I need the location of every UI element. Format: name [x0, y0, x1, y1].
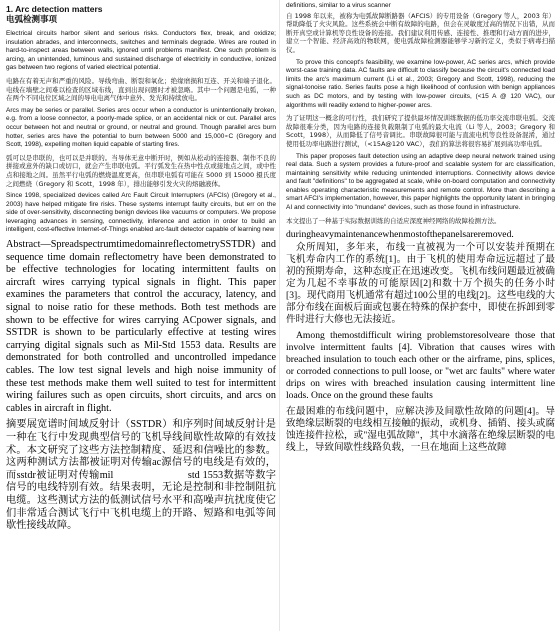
paragraph-2-cn: 弧可以是串联的，也可以是并联的。当导体无意中断开时，例如从松动的连接器、制作不良的拼接或意外的缺口或切口，就会产生串联电弧。平行弧发生在热中性点或接地点之间，或中性点和接地之间。虽然平行电弧的燃烧温度更高，但串联电弧有可能在 5000 到 15000 摄氏度之间燃烧（Gregory 和 Scott，1998 年），排出能够引发火灾的熔融液体。 [6, 153, 276, 188]
paragraph-1-en: Electrical circuits harbor silent and serious risks. Conductors flex, break, and oxidize; insulation abrades, and interconnects, switches and terminals degrade. Wires are routed in hard-to-inspect areas between walls, ignored until problems manifest. One such problem is arcing, an unintended, luminous and sustained discharge of electricity in conductive, ionized gas between two regions of varied electrical potential. [6, 30, 276, 72]
right-column [280, 0, 559, 631]
serif-paragraph-2-en: Among themostdifficult wiring problemstoresolveare those that involve intermittent faults [4]. Vibration that causes wires with breached insulation to touch each other or the airframe, pins, splices, or corroded connections to pull loose, or "wet arc faults" where water drips on wires with breached insulation causing intermittent line loads. Once on the ground these faults [286, 330, 555, 402]
continued-text-cn: 自 1998 年以来，被称为电弧故障断路器（AFCIS）的专用设备（Gregory 等人，2003 年）帮助降低了火灾风险。这些系统会中断有故障的电路，但会在灵敏度过高的情况下出错，从而断开真空或计算机等良性设备的连接。我们建议利用传感、连接性、推理和行动方面的进步，建立一个智能、经济高效的物联网，使电弧故障检测器能够学习新的定义，类似于病毒扫描仪。 [286, 11, 555, 54]
serif-line-en: duringheavymaintenancewhenmostofthepanelsareremoved. [286, 229, 514, 241]
paragraph-1-cn: 电路在有着无声和严重的风险。导线弯曲、断裂和氧化；绝缘磨损和互连、开关和端子退化。电线在墙壁之间难以检查的区域布线，直到出现问题时才被忽略。其中一个问题是电弧，一种在两个不同电位区域之间的导电电离气体中意外、发光和持续放电。 [6, 76, 276, 103]
abstract-cn: 摘要展宽谱时间域反射计（SSTDR）和序列时间域反射计是一种在飞行中发现典型信号的飞机导线间歇性故障的有效技术。本文研究了这些方法控制精度、延迟和信噪比的参数。这两种测试方法都被证明对传输ac源信号的电线是有效的，而sstdr被证明对传输mil std 1553数据等数字信号的电线特别有效。结果表明，无论是控制和非控制阻抗电缆。这些测试方法的低测试信号水平和高噪声抗扰度使它们非常适合测试飞行中飞机电缆上的开路、短路和电弧等间歇性接线故障。 [6, 419, 276, 532]
abstract-en: Abstract—SpreadspectrumtimedomainreflectometrySSTDR) and sequence time domain reflectometry have been demonstrated to be effective technologies for locating intermittent faults on aircraft wires carrying typical signals in flight. This paper examines the parameters that control the accuracy, latency, and signal to noise ratio for these methods. Both test methods are shown to be effective for wires carrying ACpower signals, and SSTDR is shown to be particularly effective at testing wires carrying digital signals such as Mil-Std 1553 data. Results are demonstrated for both controlled and uncontrolled impedance cables. The low test signal levels and high noise immunity of these test methods make them well suited to test for intermittent wiring failures such as open circuits, short circuits, and arcs on cables in aircraft in flight. [6, 239, 276, 414]
serif-paragraph-2-cn: 在最困难的布线问题中，应解决涉及间歇性故障的问题[4]。导致绝缘层断裂的电线相互接触的振动，或机身、插销、接头或腐蚀连接件拉松，或"湿电弧故障"，其中水滴落在绝缘层断裂的电线上，导致间歇性线路负载，一旦在地面上这些故障 [286, 406, 555, 454]
section-subheading-cn: 电弧检测事项 [6, 15, 58, 25]
paragraph-4-cn: 为了证明这一概念的可行性，我们研究了提供最坏情况训练数据的低功率交流串联电弧。交流故障很难分类，因为电路的连接负载限制了电弧的最大电流（Li 等人，2003；Gregory 和 Scott，1998），从而降低了信号音调比。串联故障很可能与直流电机等良性设备混淆，通过使用低功率电路进行测试，（<15A@120 VAC），我们的算法将很容易扩展到高功率电弧。 [286, 114, 555, 148]
paragraph-4-en: To prove this concept's feasibility, we examine low-power, AC series arcs, which provide worst-case training data. AC faults are difficult to classify because the circuit's connected load limits the arc's maximum current (Li et al., 2003; Gregory and Scott, 1998), reducing the signal-tonoise ratio. Series faults pose a high likelihood of confusion with benign appliances such as DC motors, and by testing with low-power circuits, (<15 A @ 120 VAC), our algorithms will readily extend to higher-power arcs. [286, 58, 555, 109]
paragraph-3-en: Since 1998, specialized devices called Arc Fault Circuit Interrupters (AFCIs) (Gregory et al., 2003) have helped mitigate fire risks. These systems interrupt faulty circuits, but err on the side of over-sensitivity, disconnecting benign devices like vacuums or computers. We propose leveraging advances in sensing, connectivity, inference and action in order to build an intelligent, cost-effective Internet-of-Things enabled arc-fault detector capable of learning new [6, 192, 276, 234]
section-heading: 1. Arc detection matters [6, 4, 103, 14]
paragraph-5-cn: 本文提出了一种基于实际数据训练的自适应深度神经网络的故障检测方法。 [286, 216, 501, 225]
paragraph-2-en: Arcs may be series or parallel. Series arcs occur when a conductor is unintentionally broken, e.g. from a loose connector, a poorly-made splice, or an accidental nick or cut. Parallel arcs occur between hot and neutral or ground, or neutral and ground. Though parallel arcs burn hotter, series arcs have the potential to burn between 5000 and 15,000∘C (Gregory and Scott, 1998), expelling molten liquid capable of starting fires. [6, 106, 276, 149]
paragraph-5-en: This paper proposes fault detection using an adaptive deep neural network trained using real data. Such a system provides a future-proof and scalable system for arc classification, maintaining sensitivity while reducing unintended interruptions. Connectivity allows device and fault "definitions" to be aggregated at scale, while on-board computation and connectivity enables operating characteristic measurements and remote control. More than describing a smart AFCI's implementation, however, this paper highlights the opportunity latent in bringing AI and connectivity into "mundane" devices, such as those found in infrastructure. [286, 152, 555, 212]
continued-text-en: definitions, similar to a virus scanner [286, 2, 391, 9]
serif-paragraph-1-cn: 众所周知，多年来，布线一直被视为一个可以安装并预期在飞机寿命内工作的系统[1]。由于飞机的使用寿命远远超过了最初的预期寿命，这种态度正在迅速改变。飞机布线问题最近被确定为几起不幸事故的可能原因[2]和数十万个损失的任务小时[3]。现代商用飞机通常有超过100公里的电线[2]。这些电线的大部分布线在面板后面或包裹在特殊的保护套中，即使在拆卸到零件时进行大修也无法接近。 [286, 242, 555, 326]
